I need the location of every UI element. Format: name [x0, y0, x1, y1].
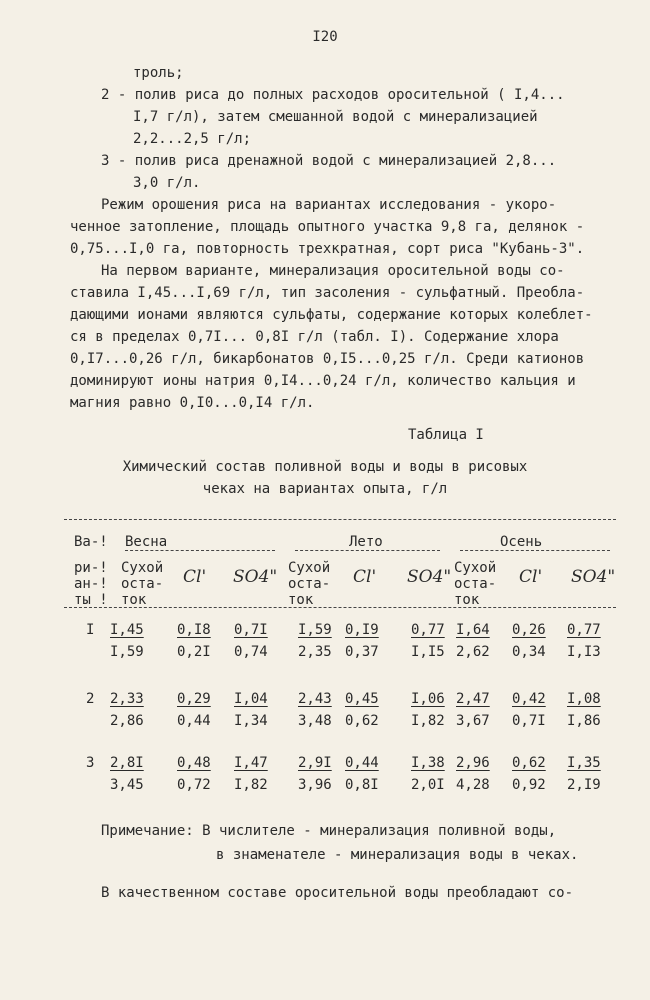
- denominator-value: 0,8I: [345, 777, 379, 793]
- numerator-value: 0,26: [512, 622, 546, 638]
- denominator-value: 0,34: [512, 644, 546, 660]
- numerator-value: I,35: [567, 755, 601, 771]
- numerator-value: 0,77: [567, 622, 601, 638]
- numerator-value: I,38: [411, 755, 445, 771]
- denominator-value: 2,62: [456, 644, 490, 660]
- numerator-value: 2,33: [110, 691, 144, 707]
- numerator-value: I,08: [567, 691, 601, 707]
- numerator-value: 2,96: [456, 755, 490, 771]
- header-dry-residue: Сухой: [121, 560, 164, 576]
- table-title-line1: Химический состав поливной воды и воды в рисовых: [122, 459, 528, 475]
- variant-number: 2: [86, 691, 95, 707]
- table-note-line1: Примечание: В числителе - минерализация поливной воды,: [101, 823, 557, 839]
- header-dry-residue: ток: [454, 592, 480, 608]
- denominator-value: 3,48: [298, 713, 332, 729]
- header-dry-residue: Сухой: [454, 560, 497, 576]
- denominator-value: 0,74: [234, 644, 268, 660]
- table-note-line2: в знаменателе - минерализация воды в чеках.: [216, 847, 579, 863]
- header-chlorine: Cl': [183, 567, 207, 587]
- header-sulfate: SO4": [233, 567, 278, 587]
- season-summer-rule: [295, 550, 440, 551]
- denominator-value: 2,35: [298, 644, 332, 660]
- denominator-value: 0,37: [345, 644, 379, 660]
- text-line: 3,0 г/л.: [133, 175, 201, 191]
- denominator-value: 0,44: [177, 713, 211, 729]
- text-line: В качественном составе оросительной воды преобладают со-: [101, 885, 574, 901]
- text-line: ченное затопление, площадь опытного участка 9,8 га, делянок -: [70, 219, 585, 235]
- variant-header: ан-!: [74, 576, 108, 592]
- numerator-value: 0,I8: [177, 622, 211, 638]
- denominator-value: I,I5: [411, 644, 445, 660]
- numerator-value: 0,45: [345, 691, 379, 707]
- numerator-value: I,64: [456, 622, 490, 638]
- denominator-value: I,34: [234, 713, 268, 729]
- denominator-value: I,I3: [567, 644, 601, 660]
- denominator-value: 0,62: [345, 713, 379, 729]
- header-dry-residue: оста-: [121, 576, 164, 592]
- numerator-value: 2,8I: [110, 755, 144, 771]
- denominator-value: I,82: [411, 713, 445, 729]
- numerator-value: 2,43: [298, 691, 332, 707]
- denominator-value: 0,72: [177, 777, 211, 793]
- numerator-value: 0,42: [512, 691, 546, 707]
- text-line: ся в пределах 0,7I... 0,8I г/л (табл. I). Содержание хлора: [70, 329, 559, 345]
- denominator-value: 4,28: [456, 777, 490, 793]
- denominator-value: 0,2I: [177, 644, 211, 660]
- numerator-value: 0,62: [512, 755, 546, 771]
- season-autumn: Осень: [500, 534, 543, 550]
- denominator-value: 2,I9: [567, 777, 601, 793]
- header-dry-residue: Сухой: [288, 560, 331, 576]
- table-title-line2: чеках на вариантах опыта, г/л: [202, 481, 448, 497]
- table-header-rule: [64, 607, 616, 608]
- denominator-value: 3,45: [110, 777, 144, 793]
- header-dry-residue: ток: [121, 592, 147, 608]
- season-spring-rule: [125, 550, 275, 551]
- season-summer: Лето: [349, 534, 383, 550]
- denominator-value: I,82: [234, 777, 268, 793]
- text-line: Режим орошения риса на вариантах исследования - укоро-: [101, 197, 557, 213]
- numerator-value: I,45: [110, 622, 144, 638]
- header-sulfate: SO4": [571, 567, 616, 587]
- denominator-value: 2,86: [110, 713, 144, 729]
- text-line: дающими ионами являются сульфаты, содержание которых колеблет-: [70, 307, 593, 323]
- season-spring: Весна: [125, 534, 168, 550]
- numerator-value: 0,29: [177, 691, 211, 707]
- header-dry-residue: оста-: [288, 576, 331, 592]
- table-label: Таблица I: [408, 427, 484, 443]
- season-autumn-rule: [460, 550, 610, 551]
- variant-number: 3: [86, 755, 95, 771]
- header-chlorine: Cl': [519, 567, 543, 587]
- page-number: I20: [312, 29, 338, 45]
- numerator-value: 2,47: [456, 691, 490, 707]
- text-line: I,7 г/л), затем смешанной водой с минерализацией: [133, 109, 538, 125]
- denominator-value: 3,67: [456, 713, 490, 729]
- text-line: троль;: [133, 65, 184, 81]
- variant-header: Ва-!: [74, 534, 108, 550]
- denominator-value: 0,92: [512, 777, 546, 793]
- text-line: 2 - полив риса до полных расходов оросительной ( I,4...: [101, 87, 565, 103]
- numerator-value: I,59: [298, 622, 332, 638]
- text-line: доминируют ионы натрия 0,I4...0,24 г/л, количество кальция и: [70, 373, 576, 389]
- text-line: 0,75...I,0 га, повторность трехкратная, сорт риса "Кубань-3".: [70, 241, 585, 257]
- denominator-value: 0,7I: [512, 713, 546, 729]
- header-dry-residue: ток: [288, 592, 314, 608]
- text-line: На первом варианте, минерализация оросительной воды со-: [101, 263, 565, 279]
- denominator-value: 2,0I: [411, 777, 445, 793]
- numerator-value: 0,I9: [345, 622, 379, 638]
- header-chlorine: Cl': [353, 567, 377, 587]
- text-line: магния равно 0,I0...0,I4 г/л.: [70, 395, 315, 411]
- denominator-value: 3,96: [298, 777, 332, 793]
- header-dry-residue: оста-: [454, 576, 497, 592]
- table-top-rule: [64, 519, 616, 520]
- variant-header: ты !: [74, 592, 108, 608]
- numerator-value: 0,7I: [234, 622, 268, 638]
- numerator-value: I,47: [234, 755, 268, 771]
- variant-number: I: [86, 622, 95, 638]
- header-sulfate: SO4": [407, 567, 452, 587]
- text-line: 0,I7...0,26 г/л, бикарбонатов 0,I5...0,25 г/л. Среди катионов: [70, 351, 585, 367]
- text-line: ставила I,45...I,69 г/л, тип засоления - сульфатный. Преобла-: [70, 285, 585, 301]
- numerator-value: 0,48: [177, 755, 211, 771]
- text-line: 2,2...2,5 г/л;: [133, 131, 252, 147]
- variant-header: ри-!: [74, 560, 108, 576]
- denominator-value: I,59: [110, 644, 144, 660]
- text-line: 3 - полив риса дренажной водой с минерализацией 2,8...: [101, 153, 557, 169]
- denominator-value: I,86: [567, 713, 601, 729]
- numerator-value: 2,9I: [298, 755, 332, 771]
- numerator-value: 0,77: [411, 622, 445, 638]
- numerator-value: I,06: [411, 691, 445, 707]
- numerator-value: I,04: [234, 691, 268, 707]
- numerator-value: 0,44: [345, 755, 379, 771]
